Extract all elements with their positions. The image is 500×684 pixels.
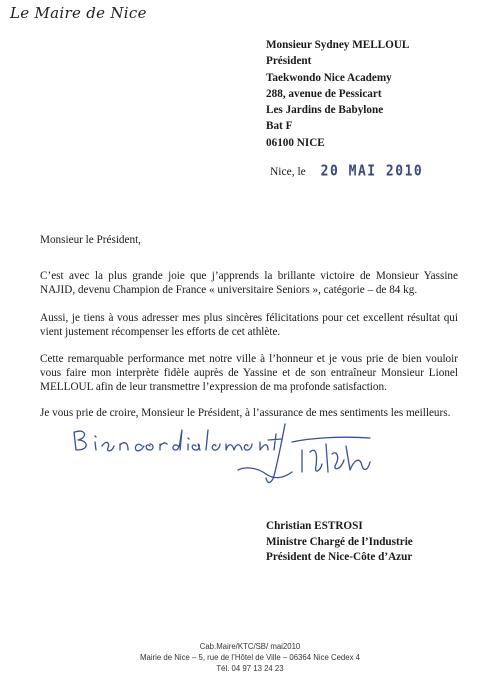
handwritten-note-and-signature [70,420,470,500]
letter-paragraph-1: C’est avec la plus grande joie que j’apprends la brillante victoire de Monsieur Yassine NAJID, devenu Champion de France « universitaire Seniors », catégorie – de 84 kg. [40,270,458,297]
signer-block [266,519,413,566]
letter-closing: Je vous prie de croire, Monsieur le Président, à l’assurance de mes sentiments les meilleurs. [40,407,451,419]
recipient-title: Président [266,55,312,68]
date-place: Nice, le [270,166,306,178]
date-stamp: 20 MAI 2010 [320,162,424,181]
footer-phone: Tél. 04 97 13 24 23 [216,664,284,673]
signer-title-2: Président de Nice-Côte d’Azur [266,551,413,563]
page-footer [0,641,500,674]
recipient-name: Monsieur Sydney MELLOUL [266,39,410,51]
signature-ink [238,424,370,482]
letter-paragraph-2: Aussi, je tiens à vous adresser mes plus sincères félicitations pour cet excellent résultat qui vient justement récompenser les efforts de cet athlète. [40,312,458,339]
recipient-city: 06100 NICE [266,136,325,149]
letterhead-title: Le Maire de Nice [10,4,147,22]
footer-address: Mairie de Nice – 5, rue de l’Hôtel de Ville – 06364 Nice Cedex 4 [139,653,361,662]
recipient-residence: Les Jardins de Babylone [266,104,384,117]
recipient-address-block [266,37,409,151]
recipient-building: Bat F [266,120,293,133]
handwritten-note-text: Bien cordialement [70,420,78,421]
signer-title-1: Ministre Chargé de l’Industrie [266,535,413,548]
recipient-street: 288, avenue de Pessicart [266,87,382,100]
date-line [270,164,423,179]
footer-reference: Cab.Maire/KTC/SB/ mai2010 [199,642,301,651]
recipient-organization: Taekwondo Nice Academy [266,71,392,84]
handwritten-note-ink [74,430,282,451]
salutation: Monsieur le Président, [40,234,141,246]
signer-name: Christian ESTROSI [266,520,363,532]
letter-paragraph-3: Cette remarquable performance met notre ville à l’honneur et je vous prie de bien vouloir vous faire mon interprète fidèle auprès de Yassine et de son entraîneur Monsieur Lionel MELLOUL afin de leur transmettre l’expression de ma profonde satisfaction. [40,353,458,394]
